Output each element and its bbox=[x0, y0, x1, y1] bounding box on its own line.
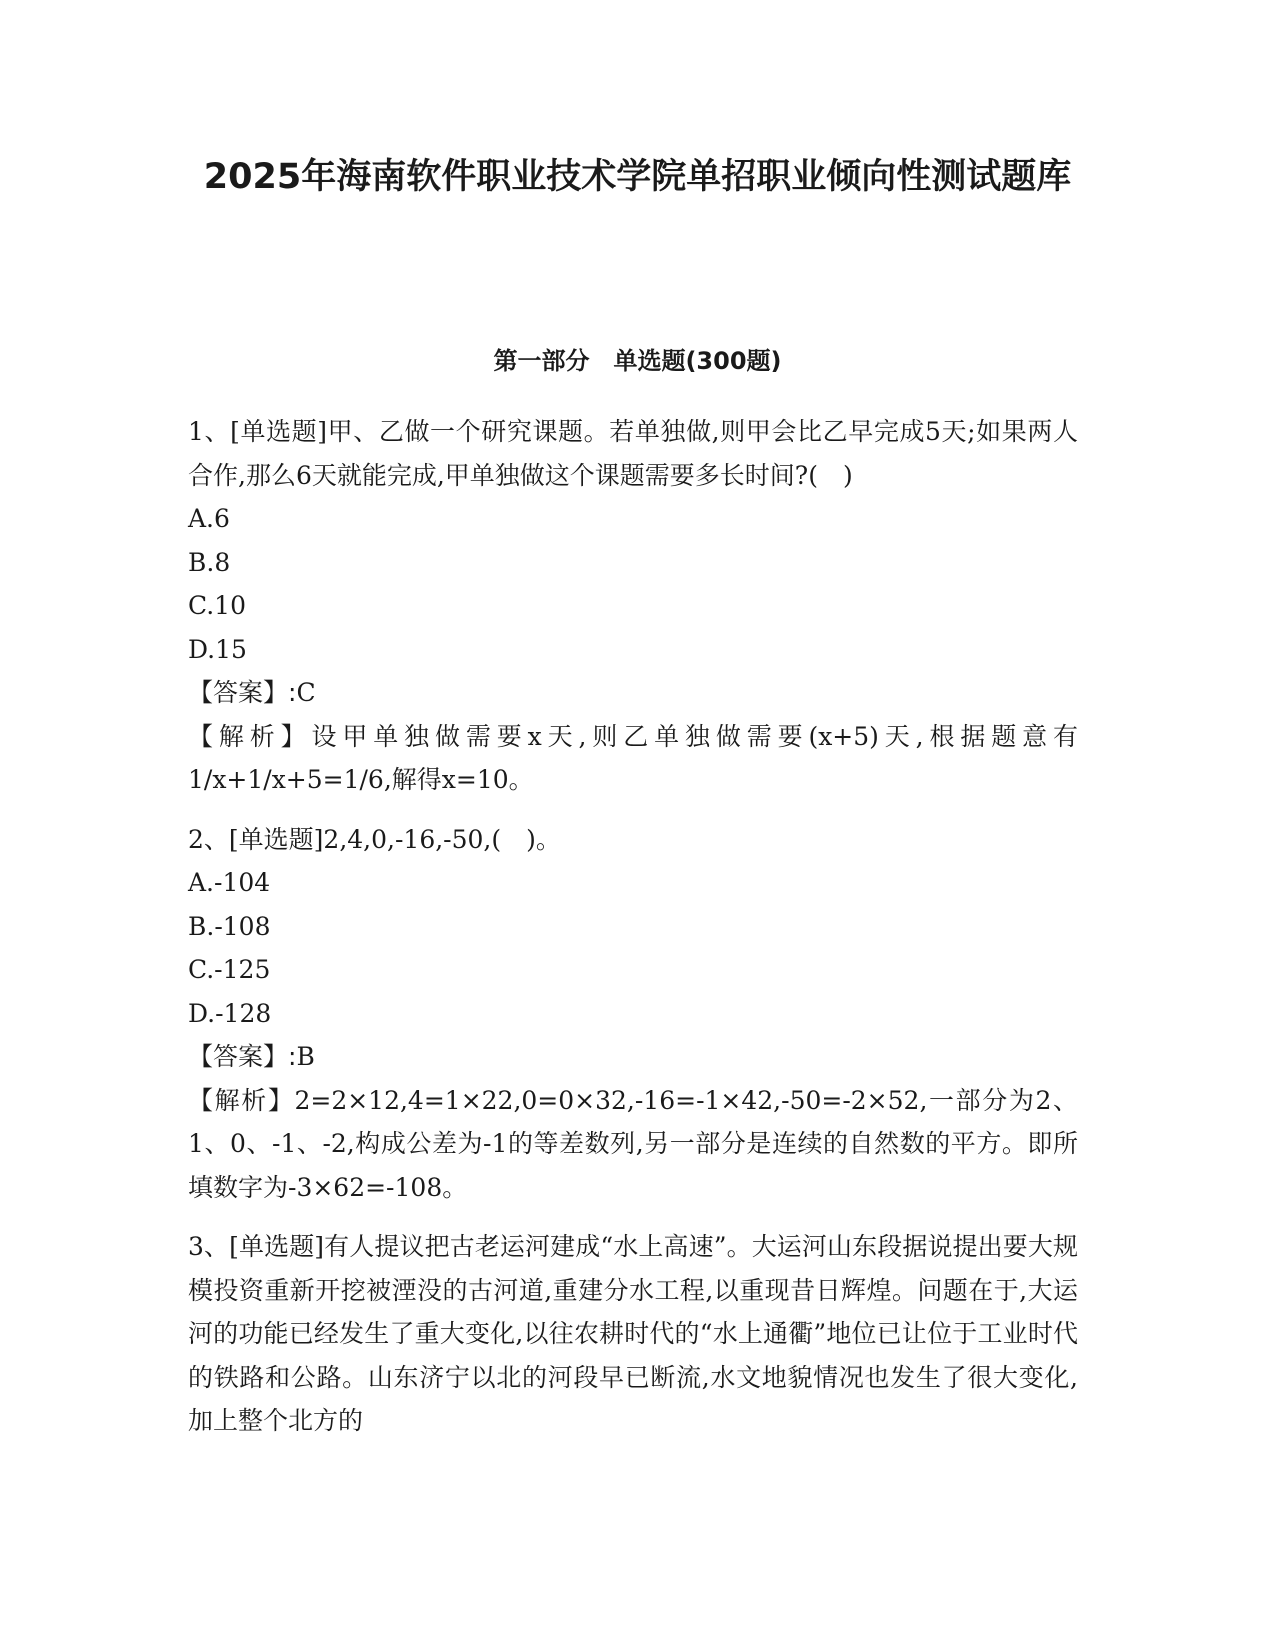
explanation-line bbox=[188, 1079, 1078, 1210]
question-stem: 3、[单选题]有人提议把古老运河建成“水上高速”。大运河山东段据说提出要大规模投资重新开挖被湮没的古河道,重建分水工程,以重现昔日辉煌。问题在于,大运河的功能已经发生了重大变化,以往农耕时代的“水上通衢”地位已让位于工业时代的铁路和公路。山东济宁以北的河段早已断流,水文地貌情况也发生了很大变化,加上整个北方的 bbox=[188, 1232, 1078, 1435]
question-item bbox=[188, 818, 1078, 1210]
answer-line bbox=[188, 1035, 1078, 1079]
answer-value: B bbox=[296, 1042, 315, 1071]
answer-label: 【答案】: bbox=[188, 1042, 297, 1071]
option-a: A.-104 bbox=[188, 868, 271, 897]
explanation-text: 设甲单独做需要x天,则乙单独做需要(x+5)天,根据题意有1/x+1/x+5=1/6,解得x=10。 bbox=[188, 721, 1078, 794]
answer-value: C bbox=[296, 678, 316, 707]
option-a: A.6 bbox=[188, 504, 230, 533]
question-stem: 2、[单选题]2,4,0,-16,-50,( )。 bbox=[188, 824, 561, 854]
option-c: C.-125 bbox=[188, 955, 271, 984]
answer-line bbox=[188, 671, 1078, 715]
option-b: B.-108 bbox=[188, 911, 271, 941]
question-stem: 1、[单选题]甲、乙做一个研究课题。若单独做,则甲会比乙早完成5天;如果两人合作,那么6天就能完成,甲单独做这个课题需要多长时间?( ) bbox=[188, 417, 1078, 490]
answer-label: 【答案】: bbox=[188, 678, 297, 707]
explanation-line bbox=[188, 715, 1078, 802]
explanation-text: 2=2×12,4=1×22,0=0×32,-16=-1×42,-50=-2×52,一部分为2、1、0、-1、-2,构成公差为-1的等差数列,另一部分是连续的自然数的平方。即所填数字为-3×62=-108。 bbox=[188, 1085, 1078, 1202]
question-item bbox=[188, 1225, 1078, 1443]
question-item bbox=[188, 410, 1078, 802]
option-b: B.8 bbox=[188, 547, 231, 577]
option-c: C.10 bbox=[188, 591, 246, 620]
option-d: D.-128 bbox=[188, 998, 272, 1028]
option-d: D.15 bbox=[188, 634, 247, 664]
explanation-label: 【解析】 bbox=[188, 1085, 295, 1115]
question-list bbox=[188, 410, 1078, 1459]
document-title: 2025年海南软件职业技术学院单招职业倾向性测试题库 bbox=[203, 157, 1072, 197]
explanation-label: 【解析】 bbox=[188, 721, 312, 751]
section-title: 第一部分 单选题(300题) bbox=[493, 347, 782, 375]
